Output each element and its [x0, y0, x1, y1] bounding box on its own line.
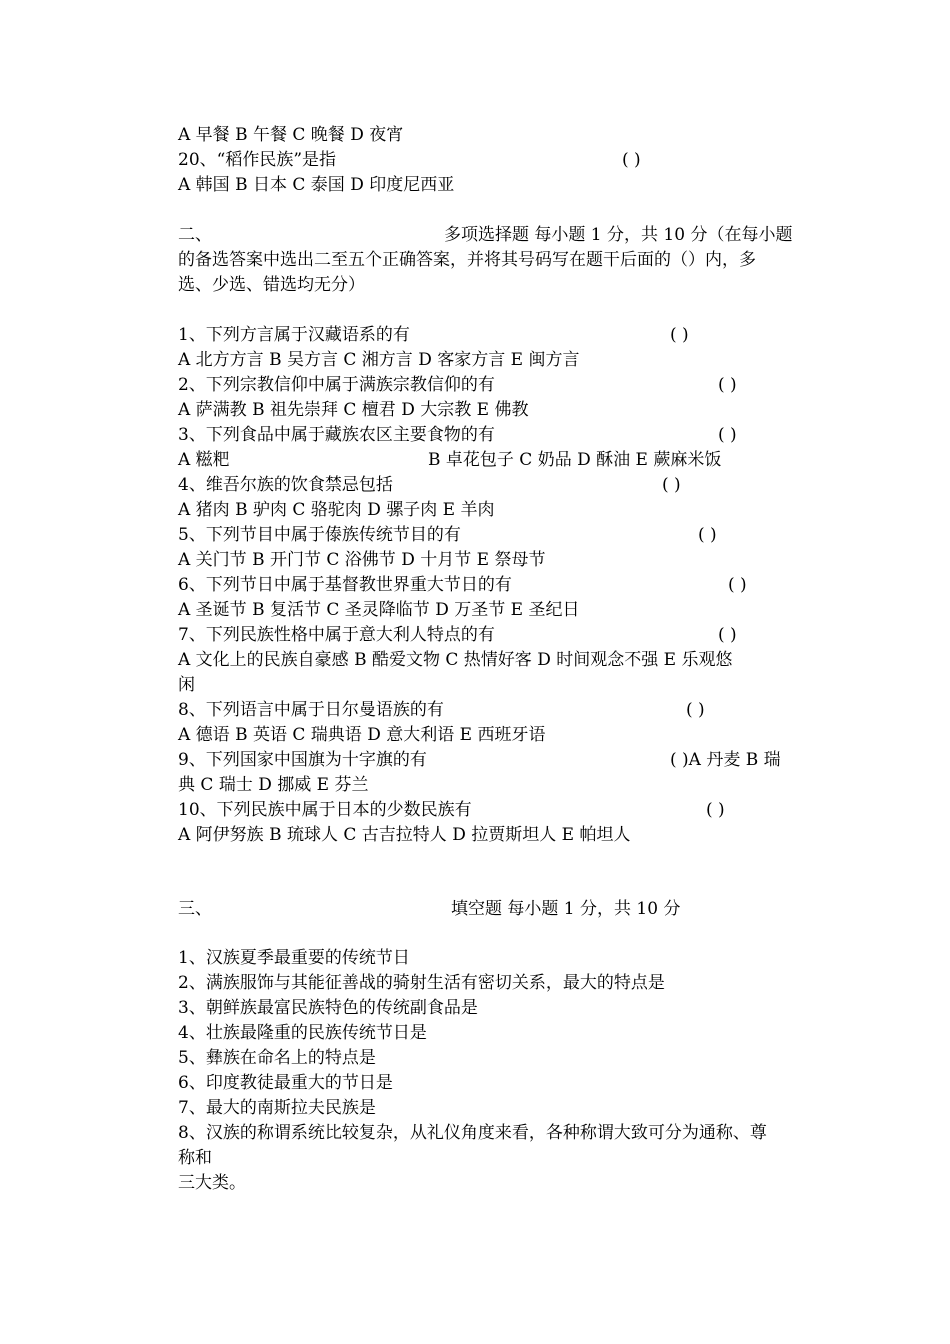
q4-paren: ( ): [662, 475, 681, 495]
section2-instructions: 的备选答案中选出二至五个正确答案，并将其号码写在题干后面的（）内，多: [178, 250, 756, 270]
q3-options-a: A 糍粑: [178, 450, 230, 470]
q10-options: A 阿伊努族 B 琉球人 C 古吉拉特人 D 拉贾斯坦人 E 帕坦人: [178, 825, 631, 845]
q4-options: A 猪肉 B 驴肉 C 骆驼肉 D 骡子肉 E 羊肉: [178, 500, 495, 520]
q2-options: A 萨满教 B 祖先崇拜 C 檀君 D 大宗教 E 佛教: [178, 400, 529, 420]
fill-item-8: 8、汉族的称谓系统比较复杂，从礼仪角度来看，各种称谓大致可分为通称、尊: [178, 1123, 767, 1143]
q6-stem: 6、下列节日中属于基督教世界重大节日的有: [178, 575, 512, 595]
fill-item-3: 3、朝鲜族最富民族特色的传统副食品是: [178, 998, 478, 1018]
fill-item-2: 2、满族服饰与其能征善战的骑射生活有密切关系，最大的特点是: [178, 973, 665, 993]
q20-stem: 20、“稻作民族”是指: [178, 150, 337, 170]
section2-heading: 多项选择题 每小题 1 分，共 10 分（在每小题: [444, 225, 793, 245]
section3-heading: 填空题 每小题 1 分，共 10 分: [451, 899, 681, 919]
q1-options: A 北方方言 B 吴方言 C 湘方言 D 客家方言 E 闽方言: [178, 350, 580, 370]
q8-stem: 8、下列语言中属于日尔曼语族的有: [178, 700, 444, 720]
q2-paren: ( ): [718, 375, 737, 395]
section2-number: 二、: [178, 225, 212, 245]
section2-instructions-cont: 选、少选、错选均无分）: [178, 275, 365, 295]
q6-options: A 圣诞节 B 复活节 C 圣灵降临节 D 万圣节 E 圣纪日: [178, 600, 580, 620]
q9-paren: ( )A 丹麦 B 瑞: [670, 750, 781, 770]
q1-paren: ( ): [670, 325, 689, 345]
q7-stem: 7、下列民族性格中属于意大利人特点的有: [178, 625, 495, 645]
q19-options: A 早餐 B 午餐 C 晚餐 D 夜宵: [178, 125, 404, 145]
fill-item-5: 5、彝族在命名上的特点是: [178, 1048, 376, 1068]
section3-number: 三、: [178, 899, 212, 919]
q10-paren: ( ): [706, 800, 725, 820]
q20-paren: ( ): [622, 150, 641, 170]
q3-paren: ( ): [718, 425, 737, 445]
q4-stem: 4、维吾尔族的饮食禁忌包括: [178, 475, 393, 495]
q5-paren: ( ): [698, 525, 717, 545]
q2-stem: 2、下列宗教信仰中属于满族宗教信仰的有: [178, 375, 495, 395]
q5-options: A 关门节 B 开门节 C 浴佛节 D 十月节 E 祭母节: [178, 550, 546, 570]
q3-stem: 3、下列食品中属于藏族农区主要食物的有: [178, 425, 495, 445]
fill-item-7: 7、最大的南斯拉夫民族是: [178, 1098, 376, 1118]
q7-options-cont: 闲: [178, 675, 195, 695]
q9-stem: 9、下列国家中国旗为十字旗的有: [178, 750, 427, 770]
q3-options-b: B 卓花包子 C 奶品 D 酥油 E 蕨麻米饭: [428, 450, 722, 470]
fill-item-4: 4、壮族最隆重的民族传统节日是: [178, 1023, 427, 1043]
q6-paren: ( ): [728, 575, 747, 595]
q8-paren: ( ): [686, 700, 705, 720]
q8-options: A 德语 B 英语 C 瑞典语 D 意大利语 E 西班牙语: [178, 725, 546, 745]
q5-stem: 5、下列节目中属于傣族传统节目的有: [178, 525, 461, 545]
q1-stem: 1、下列方言属于汉藏语系的有: [178, 325, 410, 345]
q20-options: A 韩国 B 日本 C 泰国 D 印度尼西亚: [178, 175, 455, 195]
fill-item-6: 6、印度教徒最重大的节日是: [178, 1073, 393, 1093]
q10-stem: 10、下列民族中属于日本的少数民族有: [178, 800, 472, 820]
fill-item-8-end: 三大类。: [178, 1173, 246, 1193]
q7-options: A 文化上的民族自豪感 B 酷爱文物 C 热情好客 D 时间观念不强 E 乐观悠: [178, 650, 733, 670]
q7-paren: ( ): [718, 625, 737, 645]
fill-item-1: 1、汉族夏季最重要的传统节日: [178, 948, 410, 968]
fill-item-8-cont: 称和: [178, 1148, 212, 1168]
q9-options: 典 C 瑞士 D 挪威 E 芬兰: [178, 775, 369, 795]
